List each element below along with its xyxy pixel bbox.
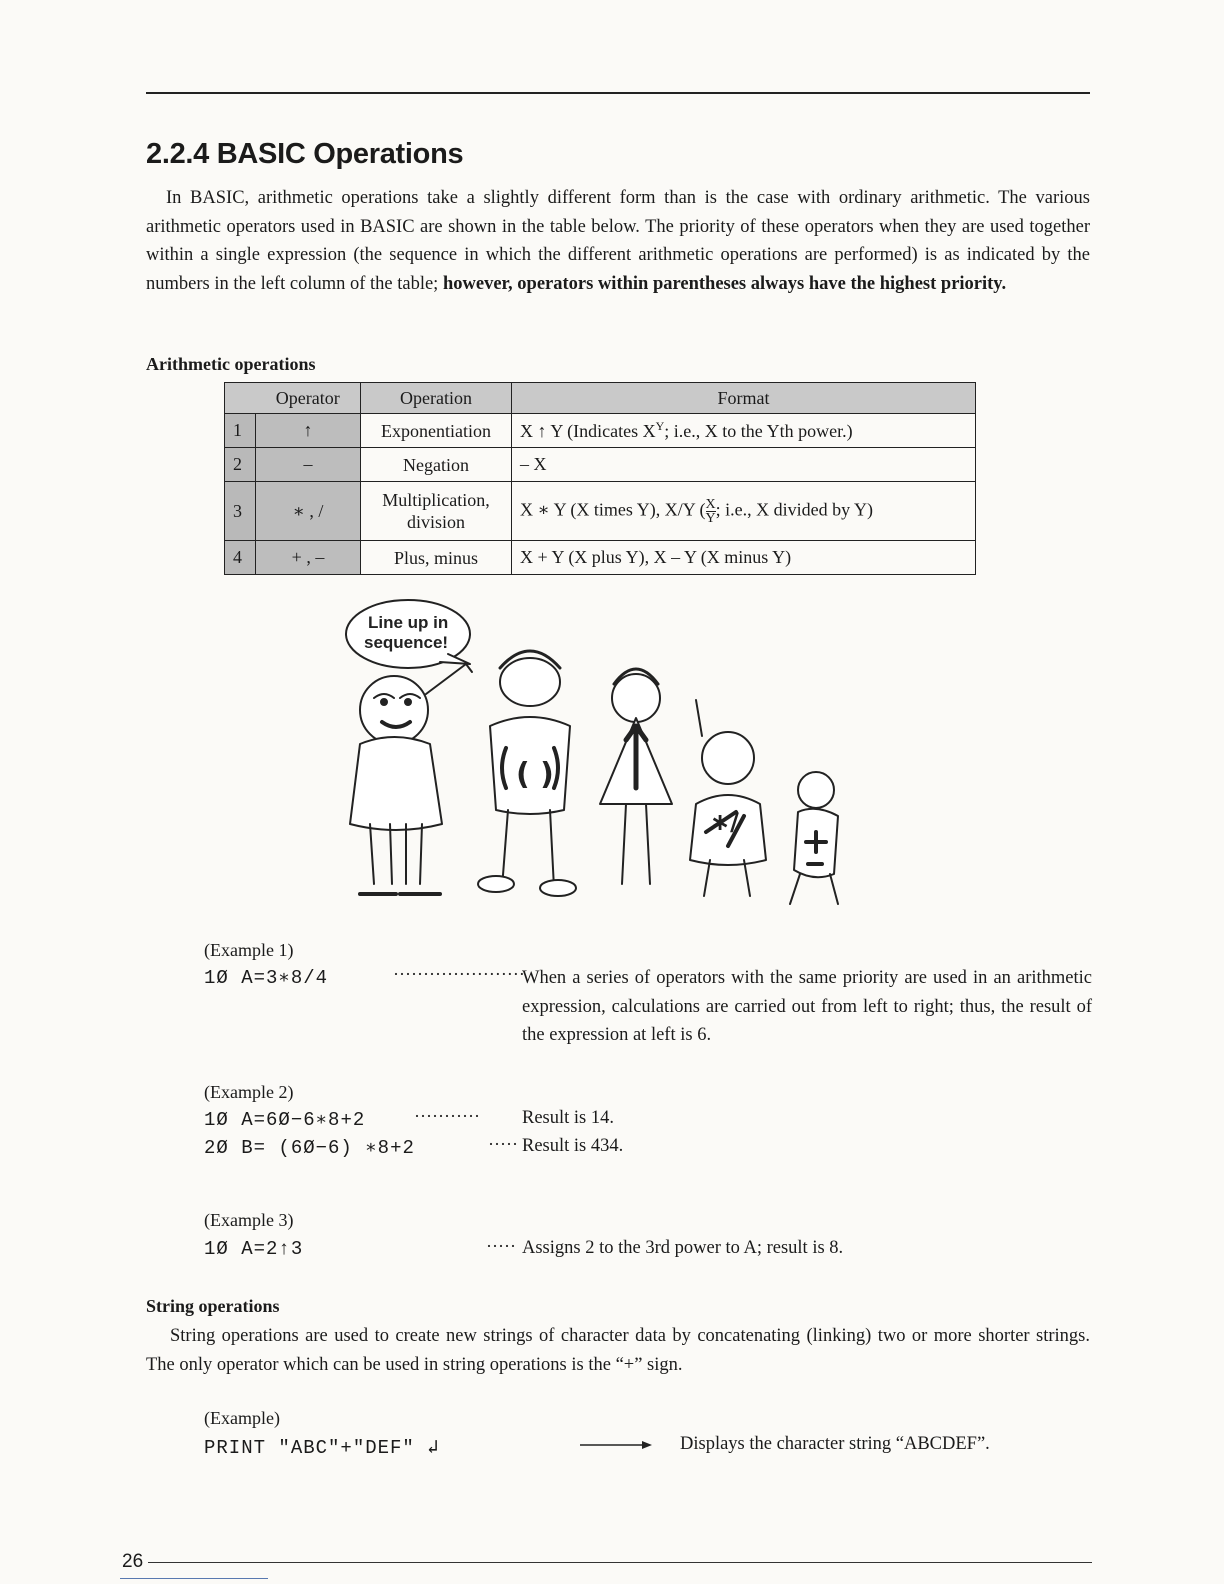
example2-result-line2: Result is 434. [522,1136,624,1156]
example1-description: When a series of operators with the same priority are used in an arithmetic expression, calculations are carried out from left to right; thus, the result of the expression at left is 6. [522,968,1092,1045]
operation-cell: Plus, minus [361,541,512,575]
format-cell [512,414,976,448]
format-text: X ↑ Y (Indicates X [520,421,656,441]
header-operation: Operation [361,383,512,414]
header-operator: Operator [256,383,361,414]
operator-cell: – [256,448,361,482]
example2-code-line2: 2Ø B= (6Ø−6) ∗8+2 [204,1137,415,1159]
header-blank [225,383,256,414]
priority-cell: 2 [225,448,256,482]
priority-cell: 1 [225,414,256,448]
example1-code: 1Ø A=3∗8/4 [204,967,329,989]
format-text: X ∗ Y (X times Y), X/Y ( [520,499,706,520]
page-number: 26 [122,1551,144,1572]
operator-cell: ∗ , / [256,482,361,541]
operation-cell: Exponentiation [361,414,512,448]
table-header-row [225,383,976,414]
table-row [225,448,976,482]
string-ops-paragraph: String operations are used to create new strings of character data by concatenating (linking) two or more shorter strings. The only operator which can be used in string operations is the “+” sign. [146,1326,1090,1375]
example3-description: Assigns 2 to the 3rd power to A; result is 8. [522,1238,844,1258]
format-cell: – X [512,448,976,482]
section-title: 2.2.4 BASIC Operations [146,138,464,170]
example3-leader: ····· [486,1236,516,1256]
operator-cell: + , – [256,541,361,575]
operators-cartoon-illustration [330,598,870,918]
example2-label: (Example 2) [204,1082,294,1102]
operation-cell: Negation [361,448,512,482]
example2-leader-line2: ····· [488,1134,518,1154]
example3-code: 1Ø A=2↑3 [204,1238,304,1260]
table-row [225,482,976,541]
arithmetic-subheading: Arithmetic operations [146,354,316,374]
intro-bold-text: however, operators within parentheses always have the highest priority. [442,273,1007,294]
example4-code: PRINT "ABC"+"DEF" ↲ [204,1437,440,1459]
priority-cell: 3 [225,482,256,541]
parentheses-mark: ( ) [516,757,554,792]
format-fraction [706,498,716,525]
example2-code-line1: 1Ø A=6Ø−6∗8+2 [204,1109,366,1131]
intro-text: In BASIC, arithmetic operations take a slightly different form than is the case with ordinary arithmetic. The various arithmetic operators used in BASIC are shown in the table below. The priority of these operators when they are used together within a single expression (the sequence in which the different arithmetic operations are performed) is as indicated by the numbers in the left column of the table; [146,188,1090,294]
header-format: Format [512,383,976,414]
string-ops-subheading: String operations [146,1296,280,1316]
footer-underline [120,1578,268,1579]
operation-cell: Multiplication, division [361,482,512,541]
fraction-numerator: X [705,496,716,512]
example2-leader-line1: ··········· [414,1106,480,1126]
operator-cell: ↑ [256,414,361,448]
fraction-denominator: Y [705,510,716,526]
footer-rule [148,1562,1092,1563]
example4-description: Displays the character string “ABCDEF”. [680,1434,990,1454]
arrow-right-icon [578,1438,654,1452]
format-superscript: Y [655,419,665,433]
bubble-text-line1: Line up in [368,613,449,632]
priority-cell: 4 [225,541,256,575]
example3-label: (Example 3) [204,1210,294,1230]
header-rule [146,92,1090,94]
example2-result-line1: Result is 14. [522,1108,614,1128]
format-cell [512,482,976,541]
example1-label: (Example 1) [204,940,294,960]
bubble-text-line2: sequence! [364,633,449,652]
format-text-end: ; i.e., X to the Yth power.) [664,421,853,441]
table-row [225,414,976,448]
intro-paragraph [146,184,1090,298]
operators-table [224,382,976,575]
multiply-divide-mark: ∗/ [710,808,739,836]
format-text-end: ; i.e., X divided by Y) [715,499,873,520]
format-cell: X + Y (X plus Y), X – Y (X minus Y) [512,541,976,575]
example1-leader: ······················ [393,964,525,984]
example4-label: (Example) [204,1408,280,1428]
table-row [225,541,976,575]
